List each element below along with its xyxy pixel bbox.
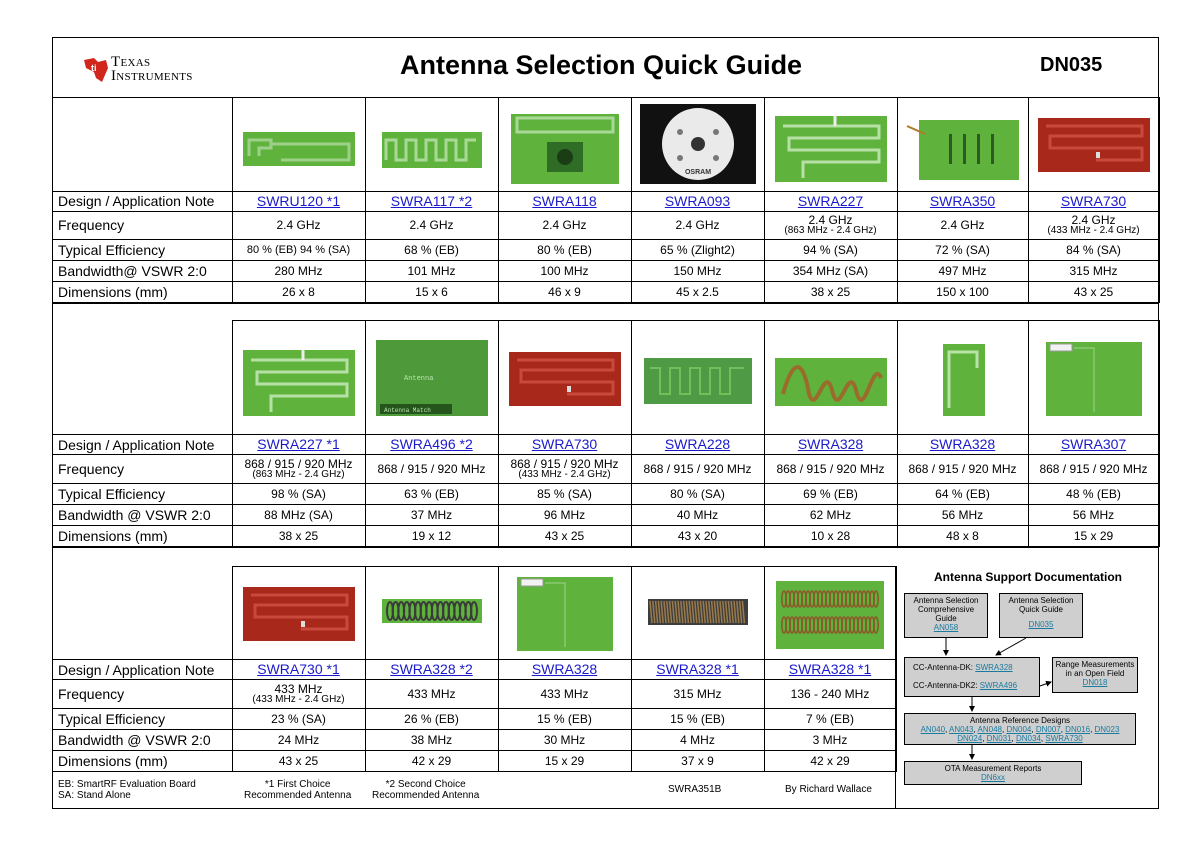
monopole-antenna-icon <box>905 338 1021 418</box>
antenna-image-cell <box>764 567 896 660</box>
frequency-row <box>52 211 1159 239</box>
frequency-cell: 868 / 915 / 920 MHz <box>764 455 897 484</box>
antenna-image-cell <box>631 97 764 191</box>
bandwidth-cell: 24 MHz <box>232 730 365 751</box>
dimensions-cell: 150 x 100 <box>897 281 1028 302</box>
row-label: Design / Application Note <box>52 660 232 680</box>
row-label: Bandwidth@ VSWR 2:0 <box>52 260 232 281</box>
red-meander-antenna-icon <box>507 338 623 418</box>
dual-band-antenna-icon <box>773 104 889 184</box>
reference-design-link[interactable]: DN024 <box>957 734 983 743</box>
ota-reports-box: OTA Measurement Reports DN6xx <box>904 761 1082 785</box>
frequency-cell: 868 / 915 / 920 MHz (433 MHz - 2.4 GHz) <box>498 455 631 484</box>
frequency-cell: 868 / 915 / 920 MHz <box>631 455 764 484</box>
doc-id: DN035 <box>1040 54 1103 76</box>
row-label: Design / Application Note <box>52 435 232 455</box>
efficiency-cell: 23 % (SA) <box>232 709 365 730</box>
app-note-link[interactable]: SWRA328 *1 <box>788 661 872 677</box>
row-label: Dimensions (mm) <box>52 526 232 547</box>
efficiency-cell: 84 % (SA) <box>1028 239 1159 260</box>
frequency-row <box>52 680 896 709</box>
antenna-image-cell <box>764 97 897 191</box>
app-note-link[interactable]: SWRA093 <box>664 192 731 209</box>
efficiency-cell: 85 % (SA) <box>498 484 631 505</box>
efficiency-cell: 80 % (EB) 94 % (SA) <box>232 239 365 260</box>
frequency-range: (863 MHz - 2.4 GHz) <box>252 469 345 480</box>
dimensions-cell: 19 x 12 <box>365 526 498 547</box>
reference-design-link[interactable]: DN016 <box>1065 725 1091 734</box>
frequency-cell: 2.4 GHz (863 MHz - 2.4 GHz) <box>764 211 897 239</box>
frequency-cell: 2.4 GHz <box>498 211 631 239</box>
efficiency-cell: 26 % (EB) <box>365 709 498 730</box>
reference-designs-box: Antenna Reference Designs AN040, AN043, AN048, DN004, DN007, DN016, DN023 DN024, DN031, DN034, SWRA730 <box>904 713 1136 745</box>
dimensions-cell: 43 x 20 <box>631 526 764 547</box>
antenna-image-cell <box>498 567 631 660</box>
red-meander-antenna-icon <box>241 573 357 653</box>
antenna-image-cell <box>232 321 365 435</box>
image-row <box>52 567 896 660</box>
frequency-cell: 433 MHz <box>498 680 631 709</box>
section-divider <box>52 303 1159 304</box>
swra328-link[interactable]: SWRA328 <box>975 663 1013 672</box>
row-label: Bandwidth @ VSWR 2:0 <box>52 505 232 526</box>
frequency-range: (433 MHz - 2.4 GHz) <box>1047 225 1140 236</box>
efficiency-cell: 80 % (EB) <box>498 239 631 260</box>
swra496-link[interactable]: SWRA496 <box>979 681 1018 690</box>
frequency-cell: 2.4 GHz <box>232 211 365 239</box>
antenna-image-cell <box>365 567 498 660</box>
array-antenna-icon <box>905 104 1021 184</box>
author: By Richard Wallace <box>785 784 872 795</box>
antenna-image-cell <box>232 97 365 191</box>
helical-antenna-icon <box>773 338 889 418</box>
app-note-link[interactable]: SWRA730 *1 <box>257 661 340 677</box>
section-divider <box>52 547 1159 548</box>
efficiency-cell: 15 % (EB) <box>498 709 631 730</box>
app-note-link[interactable]: SWRA328 <box>797 436 864 452</box>
efficiency-cell: 63 % (EB) <box>365 484 498 505</box>
row-label: Typical Efficiency <box>52 709 232 730</box>
support-title: Antenna Support Documentation <box>934 570 1122 584</box>
quick-guide-box: Antenna Selection Quick Guide DN035 <box>999 593 1083 638</box>
app-note-link[interactable]: SWRA117 *2 <box>390 192 473 209</box>
antenna-image-cell <box>232 567 365 660</box>
design-row <box>52 660 896 680</box>
dimensions-cell: 45 x 2.5 <box>631 281 764 302</box>
antenna-image-cell <box>498 321 631 435</box>
app-note-link[interactable]: SWRA496 *2 <box>390 436 473 452</box>
frequency-range: (863 MHz - 2.4 GHz) <box>784 225 877 236</box>
efficiency-cell: 80 % (SA) <box>631 484 764 505</box>
dimensions-cell: 15 x 6 <box>365 281 498 302</box>
comprehensive-guide-box: Antenna Selection Comprehensive Guide AN058 <box>904 593 988 638</box>
frequency-cell: 868 / 915 / 920 MHz <box>897 455 1028 484</box>
reference-design-link[interactable]: SWRA730 <box>1045 734 1083 743</box>
dimensions-cell: 38 x 25 <box>232 526 365 547</box>
frequency-cell: 315 MHz <box>631 680 764 709</box>
range-measurements-box: Range Measurements in an Open Field DN018 <box>1052 657 1138 693</box>
dimensions-cell: 46 x 9 <box>498 281 631 302</box>
row-label: Bandwidth @ VSWR 2:0 <box>52 730 232 751</box>
dn035-link[interactable]: DN035 <box>1028 620 1054 629</box>
frequency-cell: 2.4 GHz (433 MHz - 2.4 GHz) <box>1028 211 1159 239</box>
whip-connector-board-icon <box>1036 338 1152 418</box>
bandwidth-cell: 96 MHz <box>498 505 631 526</box>
efficiency-cell: 68 % (EB) <box>365 239 498 260</box>
red-meander-antenna-icon <box>1036 104 1152 184</box>
dimensions-cell: 26 x 8 <box>232 281 365 302</box>
flow-arrows <box>896 566 1160 809</box>
dimensions-cell: 48 x 8 <box>897 526 1028 547</box>
svg-text:OSRAM: OSRAM <box>684 168 711 176</box>
frequency-cell: 868 / 915 / 920 MHz <box>1028 455 1159 484</box>
meander-antenna-icon <box>374 104 490 184</box>
antenna-image-cell <box>897 321 1028 435</box>
dimensions-cell: 38 x 25 <box>764 281 897 302</box>
antenna-image-cell <box>498 97 631 191</box>
helical-coil-icon <box>374 573 490 653</box>
efficiency-cell: 7 % (EB) <box>764 709 896 730</box>
app-note-link[interactable]: SWRU120 *1 <box>256 192 341 209</box>
row-label: Frequency <box>52 211 232 239</box>
folded-dipole-board-icon <box>507 104 623 184</box>
dimensions-row <box>52 751 896 772</box>
support-documentation-panel <box>895 566 1159 809</box>
reference-design-link[interactable]: DN034 <box>1016 734 1041 743</box>
dimensions-cell: 15 x 29 <box>1028 526 1159 547</box>
bandwidth-cell: 280 MHz <box>232 260 365 281</box>
bandwidth-cell: 4 MHz <box>631 730 764 751</box>
frequency-row <box>52 455 1159 484</box>
bandwidth-row <box>52 505 1159 526</box>
dn6xx-link[interactable]: DN6xx <box>980 773 1005 782</box>
efficiency-cell: 64 % (EB) <box>897 484 1028 505</box>
row-label: Dimensions (mm) <box>52 751 232 772</box>
efficiency-cell: 65 % (Zlight2) <box>631 239 764 260</box>
bandwidth-cell: 101 MHz <box>365 260 498 281</box>
dual-band-antenna-icon <box>241 338 357 418</box>
dimensions-cell: 43 x 25 <box>498 526 631 547</box>
app-note-link[interactable]: SWRA228 <box>664 436 731 452</box>
reference-links-row: DN024, DN031, DN034, SWRA730 <box>957 734 1083 743</box>
frequency-cell: 2.4 GHz <box>365 211 498 239</box>
whip-connector-board-icon <box>507 573 623 653</box>
reference-links-row: AN040, AN043, AN048, DN004, DN007, DN016, DN023 <box>920 725 1120 734</box>
antenna-image-cell <box>897 97 1028 191</box>
dn018-link[interactable]: DN018 <box>1082 678 1108 687</box>
app-note-link[interactable]: SWRA350 <box>929 192 996 209</box>
row-label: Dimensions (mm) <box>52 281 232 302</box>
legend-abbreviations: EB: SmartRF Evaluation Board SA: Stand Alone <box>58 779 196 801</box>
section-2400mhz <box>52 97 1160 303</box>
row-label: Typical Efficiency <box>52 239 232 260</box>
antenna-dk-box: CC-Antenna-DK: SWRA328 CC-Antenna-DK2: SWRA496 <box>904 657 1040 697</box>
frequency-cell: 433 MHz (433 MHz - 2.4 GHz) <box>232 680 365 709</box>
svg-text:Antenna: Antenna <box>403 374 433 383</box>
app-note-link[interactable]: SWRA328 <box>929 436 996 452</box>
efficiency-cell: 48 % (EB) <box>1028 484 1159 505</box>
svg-text:Antenna Match: Antenna Match <box>383 406 431 414</box>
frequency-cell: 2.4 GHz <box>631 211 764 239</box>
bandwidth-row <box>52 730 896 751</box>
meander-board-icon <box>640 338 756 418</box>
zlight-board-icon <box>640 104 756 184</box>
reference-design-link[interactable]: DN007 <box>1035 725 1061 734</box>
bandwidth-cell: 3 MHz <box>764 730 896 751</box>
antenna-image-cell <box>764 321 897 435</box>
reference-design-link[interactable]: DN023 <box>1094 725 1120 734</box>
bandwidth-cell: 40 MHz <box>631 505 764 526</box>
dimensions-cell: 37 x 9 <box>631 751 764 772</box>
efficiency-cell: 69 % (EB) <box>764 484 897 505</box>
app-note-link[interactable]: SWRA227 *1 <box>257 436 340 452</box>
bandwidth-cell: 497 MHz <box>897 260 1028 281</box>
bandwidth-cell: 150 MHz <box>631 260 764 281</box>
row-label: Design / Application Note <box>52 191 232 211</box>
double-coil-icon <box>772 573 888 653</box>
image-row <box>52 321 1159 435</box>
efficiency-row <box>52 709 896 730</box>
app-note-link[interactable]: SWRA227 <box>797 192 864 209</box>
dimensions-cell: 43 x 25 <box>1028 281 1159 302</box>
dimensions-cell: 42 x 29 <box>764 751 896 772</box>
efficiency-cell: 15 % (EB) <box>631 709 764 730</box>
app-note-link[interactable]: SWRA730 <box>1060 192 1127 209</box>
antenna-image-cell <box>631 321 764 435</box>
dimensions-row <box>52 281 1159 302</box>
row-label: Frequency <box>52 680 232 709</box>
frequency-cell: 868 / 915 / 920 MHz (863 MHz - 2.4 GHz) <box>232 455 365 484</box>
blank-cell <box>52 567 232 660</box>
reference-design-link[interactable]: DN004 <box>1006 725 1032 734</box>
section-433mhz <box>52 566 897 772</box>
app-note-link[interactable]: SWRA328 *2 <box>390 661 473 677</box>
bandwidth-cell: 62 MHz <box>764 505 897 526</box>
image-row <box>52 97 1159 191</box>
ti-logo-text: Texas Instruments <box>111 54 193 84</box>
frequency-cell: 136 - 240 MHz <box>764 680 896 709</box>
svg-text:ti: ti <box>91 63 97 73</box>
frequency-range: (433 MHz - 2.4 GHz) <box>518 469 611 480</box>
row-label: Frequency <box>52 455 232 484</box>
reference-design-link[interactable]: AN043 <box>949 725 974 734</box>
efficiency-row <box>52 239 1159 260</box>
design-row <box>52 435 1159 455</box>
efficiency-cell: 94 % (SA) <box>764 239 897 260</box>
page-title: Antenna Selection Quick Guide <box>400 50 803 80</box>
bandwidth-cell: 56 MHz <box>897 505 1028 526</box>
frequency-cell: 868 / 915 / 920 MHz <box>365 455 498 484</box>
legend-first-choice: *1 First Choice Recommended Antenna <box>244 779 352 801</box>
bandwidth-cell: 315 MHz <box>1028 260 1159 281</box>
bandwidth-cell: 88 MHz (SA) <box>232 505 365 526</box>
design-row <box>52 191 1159 211</box>
antenna-image-cell <box>365 321 498 435</box>
antenna-match-board-icon <box>374 338 490 418</box>
efficiency-cell: 72 % (SA) <box>897 239 1028 260</box>
dimensions-row <box>52 526 1159 547</box>
dense-coil-icon <box>640 573 756 653</box>
antenna-image-cell <box>631 567 764 660</box>
frequency-cell: 2.4 GHz <box>897 211 1028 239</box>
app-note-link[interactable]: SWRA730 <box>531 436 598 452</box>
blank-cell <box>52 97 232 191</box>
doc-number: SWRA351B <box>668 784 722 795</box>
frequency-range: (433 MHz - 2.4 GHz) <box>252 694 345 705</box>
bandwidth-cell: 56 MHz <box>1028 505 1159 526</box>
section-868mhz <box>52 320 1160 547</box>
bandwidth-cell: 37 MHz <box>365 505 498 526</box>
row-label: Typical Efficiency <box>52 484 232 505</box>
dimensions-cell: 43 x 25 <box>232 751 365 772</box>
dimensions-cell: 42 x 29 <box>365 751 498 772</box>
reference-design-link[interactable]: DN031 <box>986 734 1012 743</box>
app-note-link[interactable]: SWRA307 <box>1060 436 1127 452</box>
bandwidth-cell: 100 MHz <box>498 260 631 281</box>
bandwidth-row <box>52 260 1159 281</box>
antenna-image-cell <box>1028 321 1159 435</box>
app-note-link[interactable]: SWRA328 <box>531 661 598 677</box>
bandwidth-cell: 30 MHz <box>498 730 631 751</box>
reference-design-link[interactable]: AN048 <box>977 725 1002 734</box>
an058-link[interactable]: AN058 <box>933 623 959 632</box>
dimensions-cell: 15 x 29 <box>498 751 631 772</box>
reference-design-link[interactable]: AN040 <box>920 725 946 734</box>
bandwidth-cell: 354 MHz (SA) <box>764 260 897 281</box>
frequency-cell: 433 MHz <box>365 680 498 709</box>
efficiency-cell: 98 % (SA) <box>232 484 365 505</box>
pcb-f-antenna-icon <box>241 104 357 184</box>
dimensions-cell: 10 x 28 <box>764 526 897 547</box>
app-note-link[interactable]: SWRA328 *1 <box>656 661 739 677</box>
app-note-link[interactable]: SWRA118 <box>532 192 597 209</box>
blank-cell <box>52 321 232 435</box>
efficiency-row <box>52 484 1159 505</box>
antenna-image-cell <box>365 97 498 191</box>
bandwidth-cell: 38 MHz <box>365 730 498 751</box>
legend-second-choice: *2 Second Choice Recommended Antenna <box>372 779 480 801</box>
antenna-image-cell <box>1028 97 1159 191</box>
